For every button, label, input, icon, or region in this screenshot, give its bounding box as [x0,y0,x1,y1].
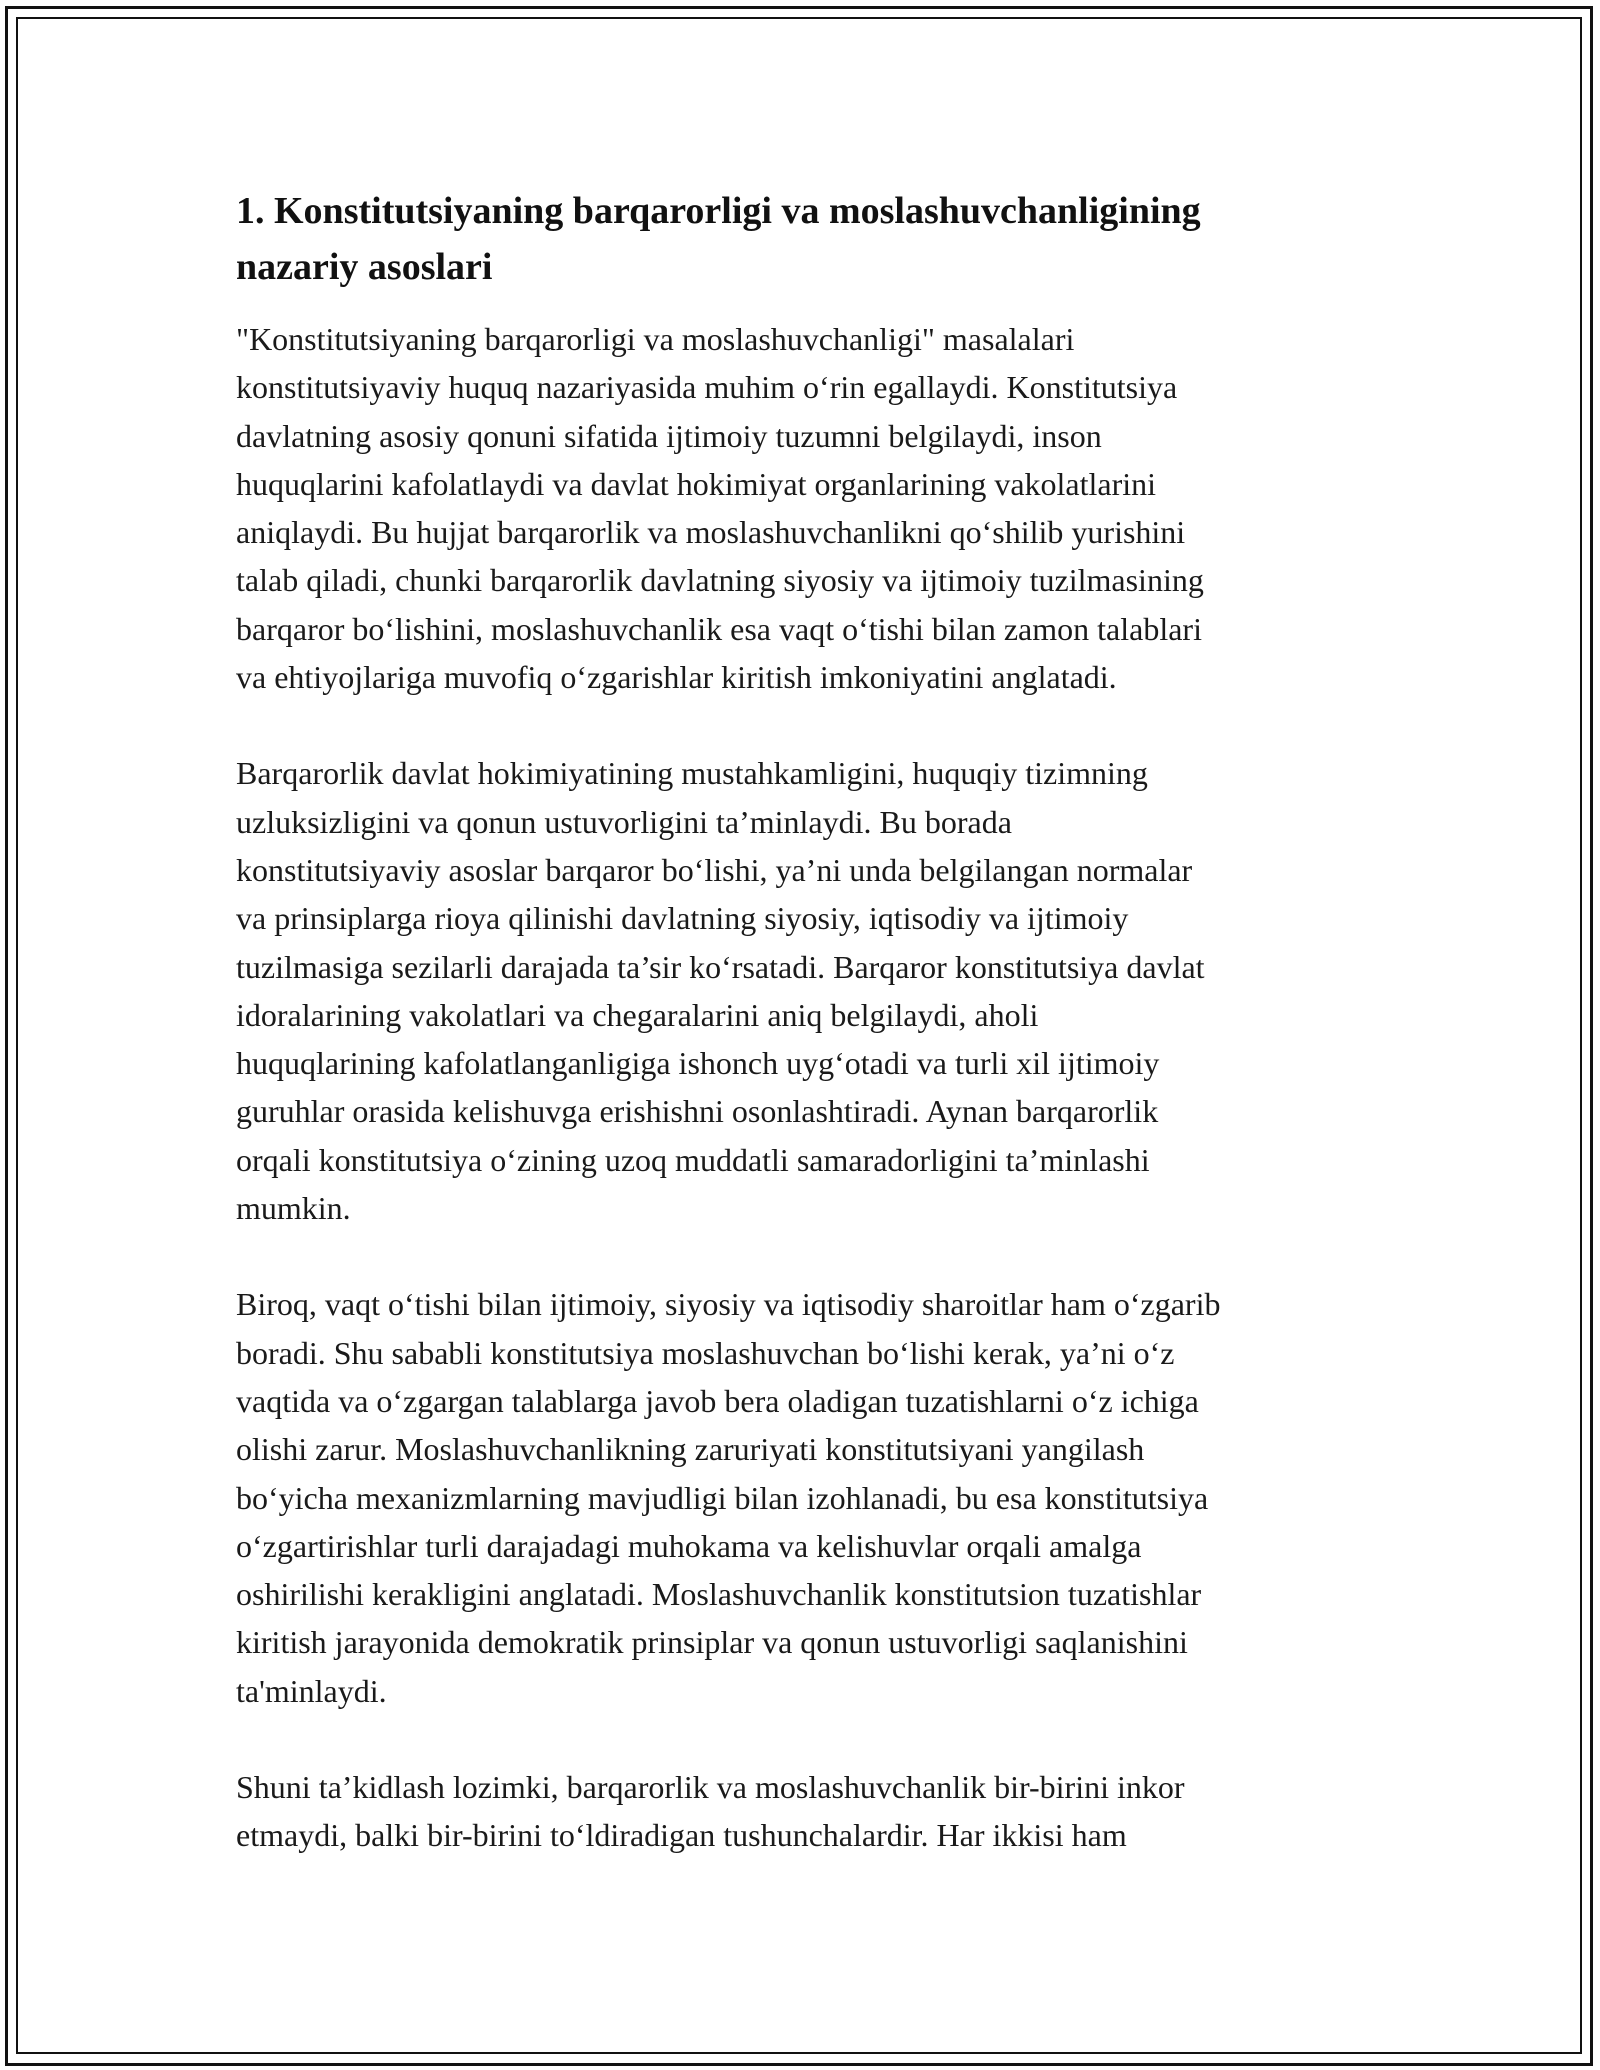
text-line: va prinsiplarga rioya qilinishi davlatning siyosiy, iqtisodiy va ijtimoiy [236,900,1129,937]
heading-line: nazariy asoslari [236,246,493,288]
section-heading [236,183,1386,295]
text-line: mumkin. [236,1190,351,1227]
text-line: etmaydi, balki bir-birini to‘ldiradigan tushunchalardir. Har ikkisi ham [236,1817,1127,1854]
text-line: huquqlarining kafolatlanganligiga ishonch uyg‘otadi va turli xil ijtimoiy [236,1045,1160,1082]
text-line: ta'minlaydi. [236,1672,387,1709]
text-line: boradi. Shu sababli konstitutsiya moslashuvchan bo‘lishi kerak, ya’ni o‘z [236,1334,1175,1371]
paragraph-1 [236,315,1386,701]
text-line: huquqlarini kafolatlaydi va davlat hokimiyat organlarining vakolatlarini [236,465,1157,502]
text-line: uzluksizligini va qonun ustuvorligini ta’minlaydi. Bu borada [236,803,1012,840]
text-line: oshirilishi kerakligini anglatadi. Moslashuvchanlik konstitutsion tuzatishlar [236,1576,1202,1613]
text-line: va ehtiyojlariga muvofiq o‘zgarishlar kiritish imkoniyatini anglatadi. [236,659,1117,696]
text-line: bo‘yicha mexanizmlarning mavjudligi bilan izohlanadi, bu esa konstitutsiya [236,1479,1209,1516]
text-line: Barqarorlik davlat hokimiyatining mustahkamligini, huquqiy tizimning [236,755,1148,792]
paragraph-3 [236,1280,1386,1715]
text-line: orqali konstitutsiya o‘zining uzoq muddatli samaradorligini ta’minlashi [236,1141,1150,1178]
text-line: aniqlaydi. Bu hujjat barqarorlik va moslashuvchanlikni qo‘shilib yurishini [236,514,1186,551]
text-line: kiritish jarayonida demokratik prinsiplar va qonun ustuvorligi saqlanishini [236,1624,1188,1661]
text-line: Biroq, vaqt o‘tishi bilan ijtimoiy, siyosiy va iqtisodiy sharoitlar ham o‘zgarib [236,1286,1221,1323]
text-line: konstitutsiyaviy huquq nazariyasida muhim o‘rin egallaydi. Konstitutsiya [236,369,1178,406]
text-line: konstitutsiyaviy asoslar barqaror bo‘lishi, ya’ni unda belgilangan normalar [236,851,1193,888]
text-line: Shuni ta’kidlash lozimki, barqarorlik va moslashuvchanlik bir-birini inkor [236,1769,1185,1806]
document-body [236,183,1386,1908]
text-line: olishi zarur. Moslashuvchanlikning zaruriyati konstitutsiyani yangilash [236,1431,1145,1468]
text-line: guruhlar orasida kelishuvga erishishni osonlashtiradi. Aynan barqarorlik [236,1093,1159,1130]
text-line: davlatning asosiy qonuni sifatida ijtimoiy tuzumni belgilaydi, inson [236,417,1102,454]
text-line: vaqtida va o‘zgargan talablarga javob bera oladigan tuzatishlarni o‘z ichiga [236,1382,1199,1419]
text-line: talab qiladi, chunki barqarorlik davlatning siyosiy va ijtimoiy tuzilmasining [236,562,1204,599]
text-line: tuzilmasiga sezilarli darajada ta’sir ko‘rsatadi. Barqaror konstitutsiya davlat [236,948,1205,985]
text-line: idoralarining vakolatlari va chegaralarini aniq belgilaydi, aholi [236,996,1039,1033]
text-line: o‘zgartirishlar turli darajadagi muhokama va kelishuvlar orqali amalga [236,1527,1142,1564]
paragraph-2 [236,749,1386,1232]
text-line: "Konstitutsiyaning barqarorligi va moslashuvchanligi" masalalari [236,321,1075,357]
text-line: barqaror bo‘lishini, moslashuvchanlik esa vaqt o‘tishi bilan zamon talablari [236,610,1202,647]
heading-line: 1. Konstitutsiyaning barqarorligi va moslashuvchanligining [236,190,1201,232]
paragraph-4 [236,1763,1386,1860]
